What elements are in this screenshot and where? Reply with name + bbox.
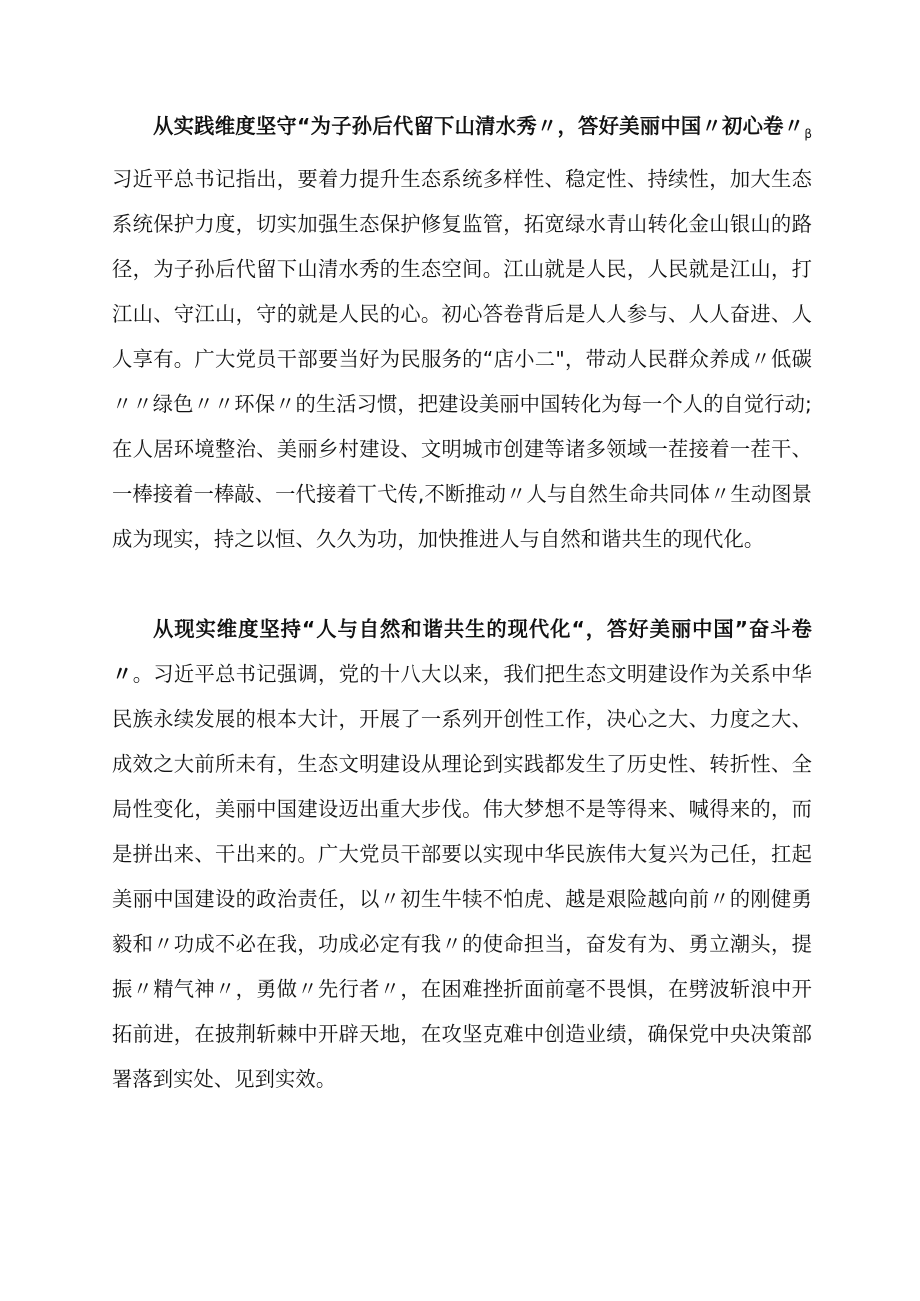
document-content: [112, 104, 812, 1102]
section-2-body: 。习近平总书记强调，党的十八大以来，我们把生态文明建设作为关系中华民族永续发展的根本大计，开展了一系列开创性工作，决心之大、力度之大、成效之大前所未有，生态文明建设从理论到实践都发生了历史性、转折性、全局性变化，美丽中国建设迈出重大步伐。伟大梦想不是等得来、喊得来的，而是拼出来、干出来的。广大党员干部要以实现中华民族伟大复兴为己任，扛起美丽中国建设的政治责任，以〃初生牛犊不怕虎、越是艰险越向前〃的刚健勇毅和〃功成不必在我，功成必定有我〃的使命担当，奋发有为、勇立潮头，提振〃精气神〃，勇做〃先行者〃，在困难挫折面前毫不畏惧，在劈波斩浪中开拓前进，在披荆斩棘中开辟天地，在攻坚克难中创造业绩，确保党中央决策部署落到实处、见到实效。: [112, 662, 812, 1092]
section-2-heading: 从现实维度坚持“人与自然和谐共生的现代化“，答好美丽中国”奋斗卷〃: [112, 617, 812, 687]
section-1-paragraph: [112, 104, 812, 562]
section-1-heading: 从实践维度坚守“为子孙后代留下山清水秀〃，答好美丽中国〃初心卷〃: [153, 114, 805, 138]
section-1-body: 习近平总书记指出，要着力提升生态系统多样性、稳定性、持续性，加大生态系统保护力度，切实加强生态保护修复监管，拓宽绿水青山转化金山银山的路径，为子孙后代留下山清水秀的生态空间。江山就是人民，人民就是江山，打江山、守江山，守的就是人民的心。初心答卷背后是人人参与、人人奋进、人人享有。广大党员干部要当好为民服务的“店小二"，带动人民群众养成〃低碳〃〃绿色〃〃环保〃的生活习惯，把建设美丽中国转化为每一个人的自觉行动;在人居环境整治、美丽乡村建设、文明城市创建等诸多领域一茬接着一茬干、一棒接着一棒敲、一代接着丅弋传,不断推动〃人与自然生命共同体〃生动图景成为现实，持之以恒、久久为功，加快推进人与自然和谐共生的现代化。: [112, 167, 812, 552]
section-2-paragraph: [112, 607, 812, 1102]
paragraph-spacer: [112, 562, 812, 607]
section-1-heading-trailing-mark: β: [804, 127, 812, 142]
